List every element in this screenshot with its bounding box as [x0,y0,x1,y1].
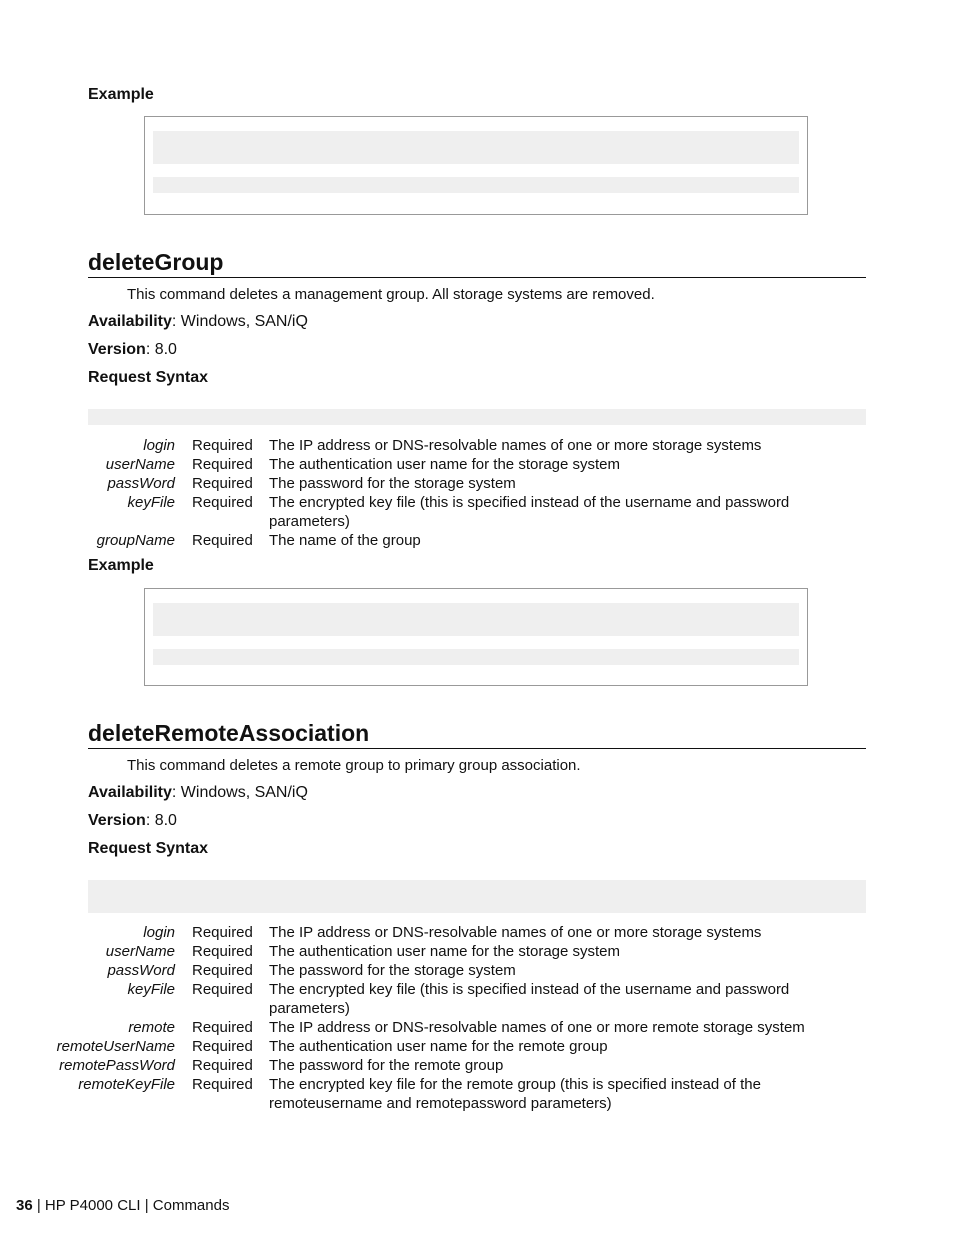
example-label: Example [88,86,154,103]
parameter-table [0,923,809,1113]
availability-label: Availability [88,784,172,801]
code-line [153,603,799,636]
request-syntax-label: Request Syntax [88,840,209,857]
parameter-description: The authentication user name for the storage system [269,943,621,960]
parameter-description: The encrypted key file (this is specified instead of the username and password parameters) [269,494,790,530]
parameter-row [0,1018,809,1037]
parameter-requirement: Required [192,981,253,998]
parameter-name: remotePassWord [59,1057,175,1074]
parameter-description: The password for the storage system [269,475,516,492]
footer-text: | HP P4000 CLI | Commands [32,1197,230,1214]
parameter-requirement: Required [192,532,253,549]
version-value: : 8.0 [145,812,177,829]
parameter-row [0,961,809,980]
parameter-name: login [143,437,175,454]
parameter-name: keyFile [127,981,175,998]
availability-label: Availability [88,313,172,330]
parameter-description: The name of the group [269,532,421,549]
availability-value: : Windows, SAN/iQ [171,784,308,801]
parameter-description: The IP address or DNS-resolvable names of one or more remote storage system [269,1019,805,1036]
parameter-description: The password for the remote group [269,1057,504,1074]
example-code-box [144,588,808,686]
example-code-box [144,116,808,215]
version-value: : 8.0 [145,341,177,358]
parameter-description: The encrypted key file for the remote group (this is specified instead of the remoteusername and remotepassword parameters) [269,1076,761,1112]
section-title-deleteremoteassociation: deleteRemoteAssociation [88,719,866,749]
availability-line [88,784,308,802]
version-line [88,812,177,830]
availability-value: : Windows, SAN/iQ [171,313,308,330]
parameter-row [0,493,809,531]
parameter-requirement: Required [192,962,253,979]
parameter-row [0,923,809,942]
parameter-description: The authentication user name for the remote group [269,1038,608,1055]
section-description: This command deletes a remote group to primary group association. [127,757,581,774]
section-title-deletegroup: deleteGroup [88,248,866,278]
parameter-description: The authentication user name for the storage system [269,456,621,473]
parameter-name: login [143,924,175,941]
parameter-row [0,436,809,455]
parameter-name: userName [105,456,175,473]
request-syntax-label: Request Syntax [88,369,209,386]
parameter-row [0,980,809,1018]
page-footer [16,1197,229,1214]
version-line [88,341,177,359]
parameter-requirement: Required [192,475,253,492]
version-label: Version [88,812,146,829]
availability-line [88,313,308,331]
request-syntax-code [88,880,866,913]
parameter-requirement: Required [192,943,253,960]
parameter-row [0,1037,809,1056]
parameter-description: The password for the storage system [269,962,516,979]
parameter-row [0,455,809,474]
parameter-row [0,942,809,961]
parameter-name: remoteUserName [56,1038,175,1055]
parameter-name: remoteKeyFile [78,1076,175,1093]
parameter-row [0,531,809,550]
parameter-name: keyFile [127,494,175,511]
version-label: Version [88,341,146,358]
parameter-description: The IP address or DNS-resolvable names of one or more storage systems [269,437,762,454]
parameter-row [0,1056,809,1075]
parameter-name: groupName [96,532,175,549]
parameter-name: passWord [107,475,175,492]
parameter-requirement: Required [192,1076,253,1093]
code-line [153,649,799,665]
request-syntax-code [88,409,866,425]
parameter-name: passWord [107,962,175,979]
parameter-requirement: Required [192,437,253,454]
parameter-name: userName [105,943,175,960]
parameter-description: The IP address or DNS-resolvable names of one or more storage systems [269,924,762,941]
parameter-description: The encrypted key file (this is specified instead of the username and password parameters) [269,981,790,1017]
page-number: 36 [16,1197,33,1214]
parameter-requirement: Required [192,1019,253,1036]
code-line [153,131,799,164]
parameter-requirement: Required [192,456,253,473]
parameter-name: remote [128,1019,175,1036]
parameter-requirement: Required [192,924,253,941]
example-label: Example [88,557,154,574]
parameter-table [0,436,809,550]
parameter-requirement: Required [192,494,253,511]
parameter-row [0,474,809,493]
section-description: This command deletes a management group. All storage systems are removed. [127,286,655,303]
code-line [153,177,799,193]
parameter-requirement: Required [192,1038,253,1055]
parameter-row [0,1075,809,1113]
parameter-requirement: Required [192,1057,253,1074]
